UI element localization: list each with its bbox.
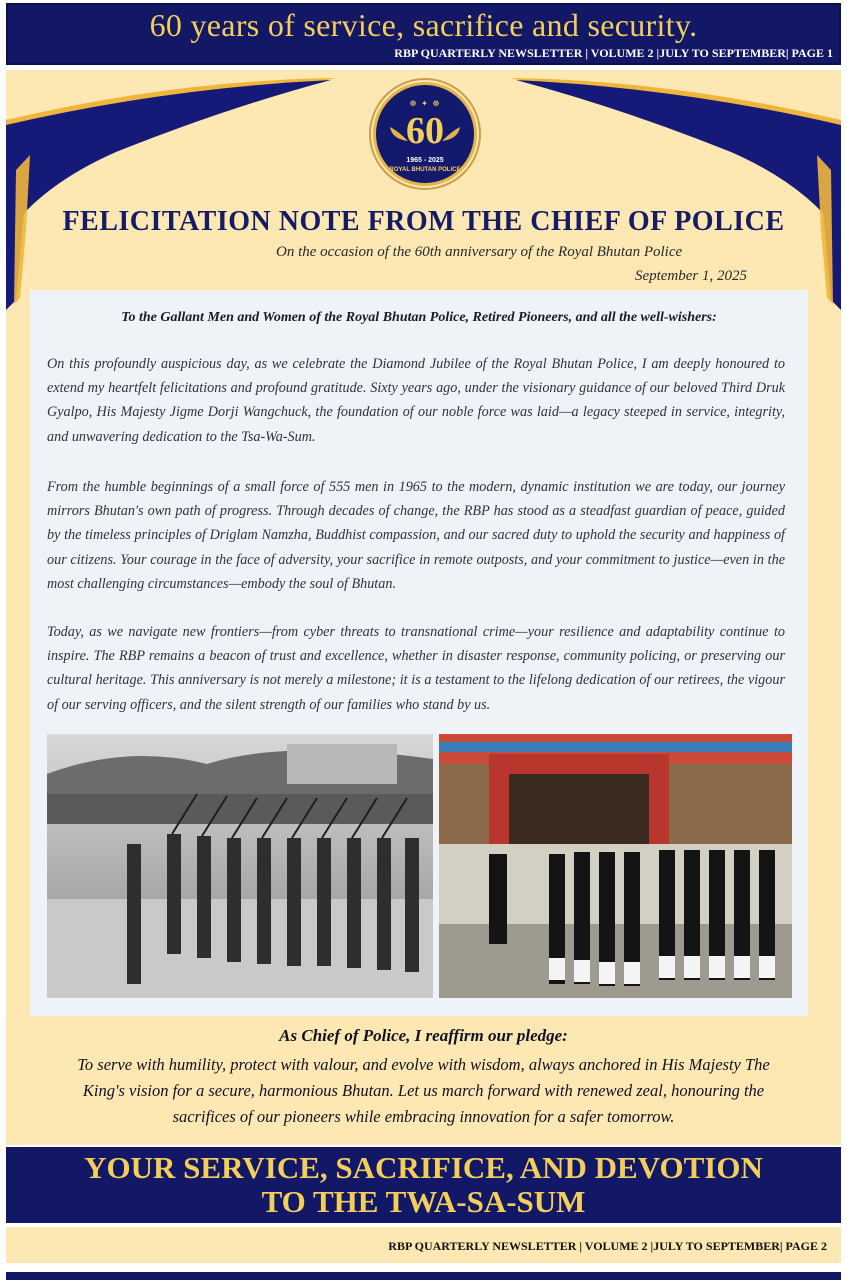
newsletter-page xyxy=(6,70,841,1145)
motto-line-1: YOUR SERVICE, SACRIFICE, AND DEVOTION xyxy=(84,1150,763,1185)
article-date: September 1, 2025 xyxy=(634,268,747,284)
page-footer xyxy=(6,1227,841,1263)
emblem-number: 60 xyxy=(406,110,444,152)
letter-paragraph: From the humble beginnings of a small force of 555 men in 1965 to the modern, dynamic institution we are today, our journey mirrors Bhutan's own path of progress. Through decades of change, the RBP has stood as a steadfast guardian of peace, guided by the timeless principles of Driglam Namzha, Buddhist compassion, and our sacred duty to uphold the security and happiness of our citizens. Your courage in the face of adversity, your sacrifice in remote outposts, and your commitment to justice—even in the most challenging circumstances—embody the soul of Bhutan. xyxy=(47,479,785,592)
historic-parade-photo xyxy=(47,734,433,998)
newsletter-tagline: 60 years of service, sacrifice and security. xyxy=(149,7,698,43)
newsletter-header xyxy=(6,3,841,65)
emblem-years: 1965 - 2025 xyxy=(406,157,444,164)
diamond-jubilee-emblem xyxy=(373,82,477,186)
motto-line-2: TO THE TWA-SA-SUM xyxy=(261,1184,586,1219)
emblem-script-decoration: ☸ ✦ ☸ xyxy=(409,99,441,108)
footer-meta: RBP QUARTERLY NEWSLETTER | VOLUME 2 |JULY TO SEPTEMBER| PAGE 2 xyxy=(388,1239,827,1253)
letter-panel xyxy=(30,290,808,1016)
motto-text xyxy=(6,1151,841,1219)
emblem-org-name: ROYAL BHUTAN POLICE xyxy=(389,167,461,173)
pledge-text: To serve with humility, protect with valour, and evolve with wisdom, always anchored in His Majesty The King's vision for a secure, harmonious Bhutan. Let us march forward with renewed zeal, honouring the sacrifices of our pioneers while embracing innovation for a safer tomorrow. xyxy=(77,1055,770,1126)
letter-paragraph: Today, as we navigate new frontiers—from cyber threats to transnational crime—your resilience and adaptability continue to inspire. The RBP remains a beacon of trust and excellence, whether in disaster response, community policing, or preserving our cultural heritage. This anniversary is not merely a milestone; it is a testament to the lifelong dedication of our retirees, the vigour of our serving officers, and the silent strength of our families who stand by us. xyxy=(47,624,785,713)
article-occasion: On the occasion of the 60th anniversary of the Royal Bhutan Police xyxy=(276,244,683,260)
pledge-title: As Chief of Police, I reaffirm our pledge: xyxy=(279,1026,568,1045)
letter-salutation: To the Gallant Men and Women of the Royal Bhutan Police, Retired Pioneers, and all the well-wishers: xyxy=(121,310,717,325)
article-heading: FELICITATION NOTE FROM THE CHIEF OF POLICE xyxy=(62,206,785,237)
motto-banner xyxy=(6,1147,841,1223)
next-page-edge xyxy=(6,1272,841,1280)
newsletter-meta: RBP QUARTERLY NEWSLETTER | VOLUME 2 |JULY TO SEPTEMBER| PAGE 1 xyxy=(394,46,833,60)
modern-parade-photo xyxy=(439,734,792,998)
letter-paragraph: On this profoundly auspicious day, as we celebrate the Diamond Jubilee of the Royal Bhutan Police, I am deeply honoured to extend my heartfelt felicitations and profound gratitude. Sixty years ago, under the visionary guidance of our beloved Third Druk Gyalpo, His Majesty Jigme Dorji Wangchuck, the foundation of our noble force was laid—a legacy steeped in service, integrity, and unwavering dedication to the Tsa-Wa-Sum. xyxy=(47,356,785,445)
